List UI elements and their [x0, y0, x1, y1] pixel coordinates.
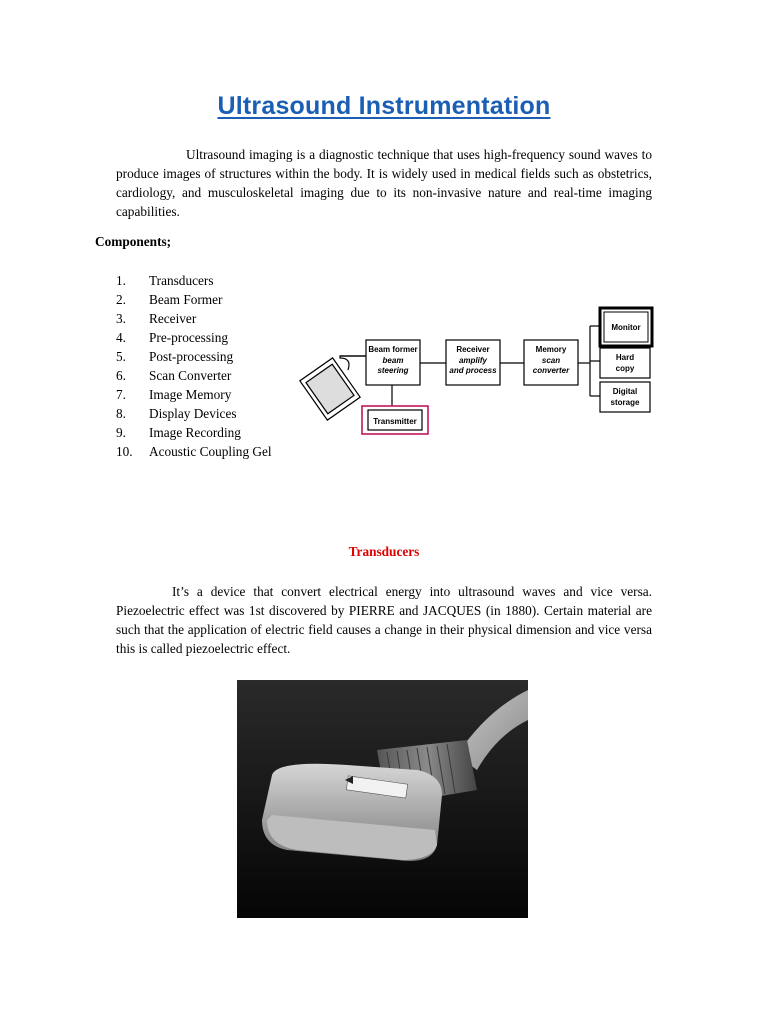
- list-item: 7. Image Memory: [116, 387, 232, 402]
- svg-text:Monitor: Monitor: [611, 323, 641, 332]
- intro-paragraph: Ultrasound imaging is a diagnostic technique that uses high-frequency sound waves to produce images of structures within the body. It is widely used in medical fields such as obstetrics, cardiology, and musculoskeletal imaging due to its non-invasive nature and real-time imaging capabilities.: [116, 147, 652, 219]
- list-item: 9. Image Recording: [116, 425, 241, 440]
- svg-text:steering: steering: [377, 366, 409, 375]
- block-diagram: [290, 230, 656, 500]
- page-title: Ultrasound Instrumentation: [217, 92, 551, 120]
- svg-text:Receiver: Receiver: [456, 345, 490, 354]
- svg-text:and process: and process: [449, 366, 497, 375]
- svg-text:Beam former: Beam former: [368, 345, 418, 354]
- list-item: 3. Receiver: [116, 311, 197, 326]
- svg-text:Transmitter: Transmitter: [373, 417, 417, 426]
- list-item: 2. Beam Former: [116, 292, 223, 307]
- svg-text:Digital: Digital: [612, 387, 638, 396]
- components-heading: Components;: [95, 234, 172, 249]
- list-item: 10. Acoustic Coupling Gel: [116, 444, 272, 459]
- section-heading: Transducers: [348, 544, 420, 559]
- section-paragraph: It’s a device that convert electrical energy into ultrasound waves and vice versa. Piezoelectric effect was 1st discovered by PIERRE and JACQUES (in 1880). Certain material are such that the application of electric field causes a change in their physical dimension and vice versa this is called piezoelectric effect.: [116, 584, 652, 656]
- transducer-photo: [237, 680, 528, 918]
- list-item: 4. Pre-processing: [116, 330, 229, 345]
- list-item: 5. Post-processing: [116, 349, 234, 364]
- svg-text:copy: copy: [615, 364, 635, 373]
- svg-text:amplify: amplify: [458, 356, 488, 365]
- probe-icon: [300, 348, 368, 420]
- svg-text:converter: converter: [532, 366, 570, 375]
- list-item: 8. Display Devices: [116, 406, 237, 421]
- svg-text:Memory: Memory: [535, 345, 567, 354]
- svg-text:scan: scan: [541, 356, 561, 365]
- svg-text:beam: beam: [382, 356, 404, 365]
- svg-text:Hard: Hard: [615, 353, 635, 362]
- components-list: [116, 271, 272, 461]
- list-item: 1. Transducers: [116, 273, 214, 288]
- svg-text:storage: storage: [610, 398, 640, 407]
- list-item: 6. Scan Converter: [116, 368, 232, 383]
